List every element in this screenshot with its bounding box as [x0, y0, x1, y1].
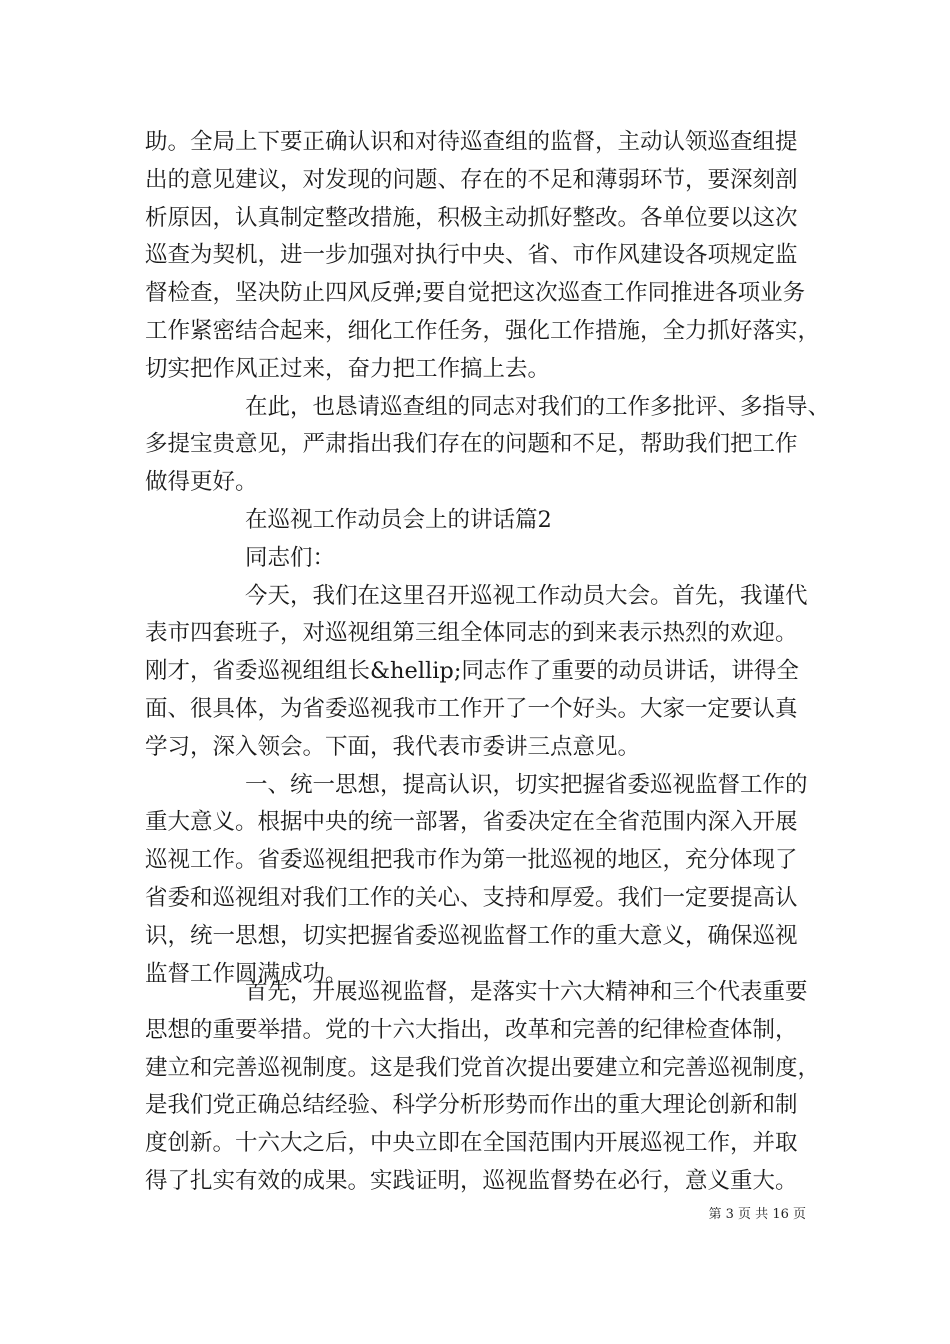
text-line: 刚才，省委巡视组组长&hellip;同志作了重要的动员讲话，讲得全: [145, 658, 799, 685]
text-line: 析原因，认真制定整改措施，积极主动抓好整改。各单位要以这次: [145, 204, 798, 231]
text-line: 工作紧密结合起来，细化工作任务，强化工作措施，全力抓好落实，: [145, 317, 821, 344]
text-line: 督检查，坚决防止四风反弹;要自觉把这次巡查工作同推进各项业务: [145, 280, 806, 307]
text-line: 巡查为契机，进一步加强对执行中央、省、市作风建设各项规定监: [145, 242, 798, 269]
text-line: 表市四套班子，对巡视组第三组全体同志的到来表示热烈的欢迎。: [145, 620, 798, 647]
salutation: 同志们：: [245, 544, 336, 571]
text-line: 出的意见建议，对发现的问题、存在的不足和薄弱环节，要深刻剖: [145, 166, 798, 193]
text-line: 是我们党正确总结经验、科学分析形势而作出的重大理论创新和制: [145, 1092, 798, 1119]
text-line: 监督工作圆满成功。: [145, 960, 348, 987]
paragraph-start-line: 今天，我们在这里召开巡视工作动员大会。首先，我谨代: [245, 582, 808, 609]
text-line: 得了扎实有效的成果。实践证明，巡视监督势在必行，意义重大。: [145, 1167, 798, 1194]
text-line: 度创新。十六大之后，中央立即在全国范围内开展巡视工作，并取: [145, 1130, 798, 1157]
text-line: 建立和完善巡视制度。这是我们党首次提出要建立和完善巡视制度，: [145, 1054, 821, 1081]
text-line: 省委和巡视组对我们工作的关心、支持和厚爱。我们一定要提高认: [145, 884, 798, 911]
text-line: 面、很具体，为省委巡视我市工作开了一个好头。大家一定要认真: [145, 695, 798, 722]
paragraph-start-line: 首先，开展巡视监督，是落实十六大精神和三个代表重要: [245, 979, 808, 1005]
paragraph-start-line: 一、统一思想，提高认识，切实把握省委巡视监督工作的: [245, 771, 808, 798]
text-line: 助。全局上下要正确认识和对待巡查组的监督，主动认领巡查组提: [145, 129, 798, 155]
page-number-footer: 第 3 页 共 16 页: [708, 1207, 806, 1222]
paragraph-start-line: 在此，也恳请巡查组的同志对我们的工作多批评、多指导、: [245, 393, 831, 420]
section-heading: 在巡视工作动员会上的讲话篇2: [245, 506, 552, 533]
text-line: 思想的重要举措。党的十六大指出，改革和完善的纪律检查体制，: [145, 1016, 798, 1043]
text-line: 多提宝贵意见，严肃指出我们存在的问题和不足，帮助我们把工作: [145, 431, 798, 458]
text-line: 重大意义。根据中央的统一部署，省委决定在全省范围内深入开展: [145, 809, 798, 836]
text-line: 做得更好。: [145, 469, 258, 496]
text-line: 巡视工作。省委巡视组把我市作为第一批巡视的地区，充分体现了: [145, 847, 798, 874]
text-line: 识，统一思想，切实把握省委巡视监督工作的重大意义，确保巡视: [145, 922, 798, 949]
body-text-part-1: [145, 124, 831, 993]
body-text-part-2: [145, 974, 821, 1201]
text-line: 学习，深入领会。下面，我代表市委讲三点意见。: [145, 733, 641, 760]
text-line: 切实把作风正过来，奋力把工作搞上去。: [145, 355, 551, 382]
